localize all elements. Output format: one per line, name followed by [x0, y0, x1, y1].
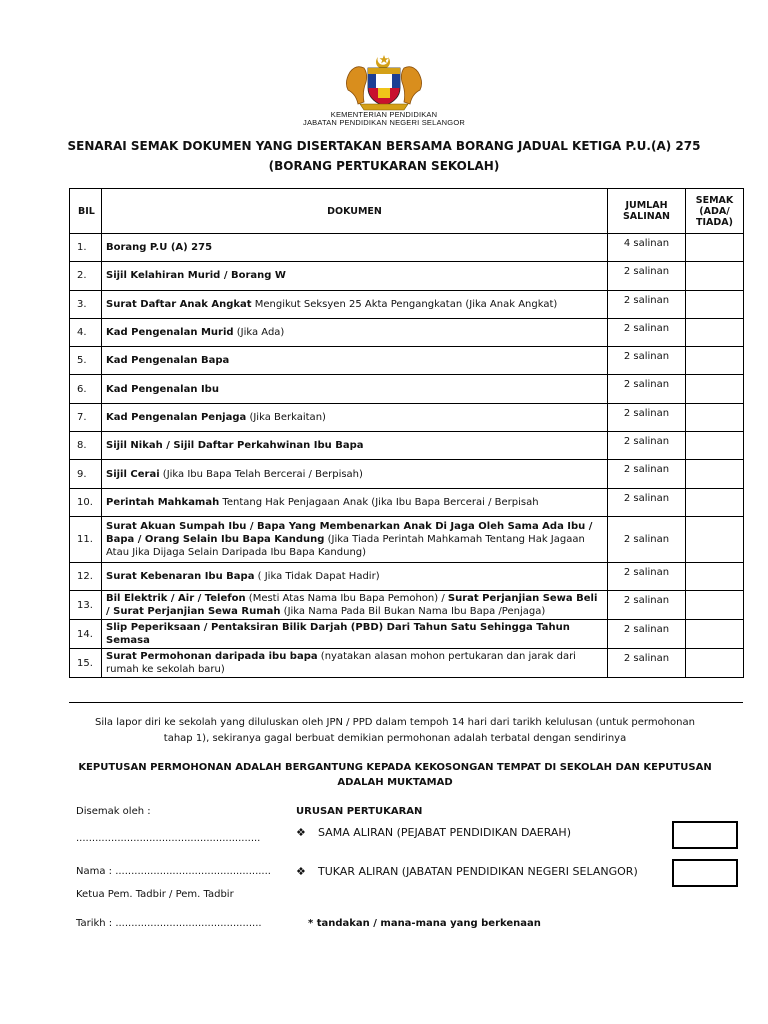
same-stream-checkbox[interactable] — [672, 821, 738, 849]
document-name: Slip Peperiksaan / Pentaksiran Bilik Darjah (PBD) Dari Tahun Satu Sehingga Tahun Semasa — [102, 620, 608, 649]
check-cell[interactable] — [686, 234, 744, 262]
coat-of-arms-logo — [344, 54, 424, 112]
document-name: Kad Pengenalan Bapa — [102, 347, 608, 375]
document-name: Sijil Kelahiran Murid / Borang W — [102, 262, 608, 290]
decision-notice: KEPUTUSAN PERMOHONAN ADALAH BERGANTUNG KEPADA KEKOSONGAN TEMPAT DI SEKOLAH DAN KEPUTUSAN ADALAH MUKTAMAD — [78, 762, 712, 788]
table-row — [70, 234, 744, 262]
page-title: SENARAI SEMAK DOKUMEN YANG DISERTAKAN BERSAMA BORANG JADUAL KETIGA P.U.(A) 275 — [67, 139, 701, 153]
row-number: 4. — [70, 318, 102, 346]
option-change-stream-label: TUKAR ALIRAN (JABATAN PENDIDIKAN NEGERI SELANGOR) — [318, 865, 638, 878]
option-same-stream-label: SAMA ALIRAN (PEJABAT PENDIDIKAN DAERAH) — [318, 826, 571, 839]
check-cell[interactable] — [686, 318, 744, 346]
column-header-bil: BIL — [70, 189, 102, 234]
copy-count: 2 salinan — [608, 620, 686, 649]
copy-count: 2 salinan — [608, 290, 686, 318]
check-cell[interactable] — [686, 403, 744, 431]
copy-count: 2 salinan — [608, 347, 686, 375]
checked-by-label: Disemak oleh : — [76, 806, 151, 817]
row-number: 5. — [70, 347, 102, 375]
check-cell[interactable] — [686, 375, 744, 403]
row-number: 13. — [70, 591, 102, 620]
copy-count: 2 salinan — [608, 318, 686, 346]
copy-count: 2 salinan — [608, 649, 686, 678]
copy-count: 2 salinan — [608, 562, 686, 590]
row-number: 15. — [70, 649, 102, 678]
date-field[interactable]: Tarikh : .............................................. — [76, 918, 262, 929]
section-divider — [69, 702, 743, 703]
table-row — [70, 516, 744, 562]
row-number: 12. — [70, 562, 102, 590]
copy-count: 2 salinan — [608, 403, 686, 431]
check-cell[interactable] — [686, 290, 744, 318]
copy-count: 2 salinan — [608, 516, 686, 562]
document-name: Perintah Mahkamah Tentang Hak Penjagaan Anak (Jika Ibu Bapa Bercerai / Berpisah — [102, 488, 608, 516]
signature-line[interactable]: .......................................................... — [76, 833, 261, 844]
table-row — [70, 262, 744, 290]
row-number: 10. — [70, 488, 102, 516]
copy-count: 2 salinan — [608, 460, 686, 488]
report-notice: Sila lapor diri ke sekolah yang diluluskan oleh JPN / PPD dalam tempoh 14 hari dari tarikh kelulusan (untuk permohonan tahap 1), sekiranya gagal berbuat demikian permohonan adalah terbatal dengan sendirinya — [95, 717, 695, 744]
document-checklist-table — [69, 188, 744, 678]
column-header-semak: SEMAK (ADA/ TIADA) — [686, 189, 744, 234]
check-cell[interactable] — [686, 516, 744, 562]
table-row — [70, 649, 744, 678]
copy-count: 2 salinan — [608, 375, 686, 403]
transfer-type-heading: URUSAN PERTUKARAN — [296, 806, 423, 817]
copy-count: 2 salinan — [608, 488, 686, 516]
row-number: 2. — [70, 262, 102, 290]
ministry-name: KEMENTERIAN PENDIDIKAN — [330, 110, 438, 119]
table-row — [70, 488, 744, 516]
option-same-stream — [296, 826, 571, 839]
document-name: Surat Permohonan daripada ibu bapa (nyatakan alasan mohon pertukaran dan jarak dari rumah ke sekolah baru) — [102, 649, 608, 678]
copy-count: 2 salinan — [608, 591, 686, 620]
row-number: 14. — [70, 620, 102, 649]
column-header-jumlah-salinan: JUMLAH SALINAN — [608, 189, 686, 234]
copy-count: 2 salinan — [608, 432, 686, 460]
check-cell[interactable] — [686, 488, 744, 516]
row-number: 9. — [70, 460, 102, 488]
page-subtitle: (BORANG PERTUKARAN SEKOLAH) — [268, 159, 500, 173]
table-row — [70, 347, 744, 375]
check-cell[interactable] — [686, 347, 744, 375]
document-name: Sijil Cerai (Jika Ibu Bapa Telah Bercerai / Berpisah) — [102, 460, 608, 488]
row-number: 11. — [70, 516, 102, 562]
check-cell[interactable] — [686, 591, 744, 620]
table-row — [70, 460, 744, 488]
table-row — [70, 318, 744, 346]
row-number: 7. — [70, 403, 102, 431]
check-cell[interactable] — [686, 649, 744, 678]
row-number: 3. — [70, 290, 102, 318]
footnote: * tandakan / mana-mana yang berkenaan — [308, 918, 541, 929]
change-stream-checkbox[interactable] — [672, 859, 738, 887]
diamond-bullet-icon: ❖ — [296, 865, 306, 878]
document-name: Surat Daftar Anak Angkat Mengikut Seksyen 25 Akta Pengangkatan (Jika Anak Angkat) — [102, 290, 608, 318]
table-header-row — [70, 189, 744, 234]
table-row — [70, 375, 744, 403]
copy-count: 2 salinan — [608, 262, 686, 290]
document-name: Borang P.U (A) 275 — [102, 234, 608, 262]
table-row — [70, 403, 744, 431]
table-row — [70, 290, 744, 318]
table-row — [70, 432, 744, 460]
document-name: Kad Pengenalan Murid (Jika Ada) — [102, 318, 608, 346]
document-name: Kad Pengenalan Ibu — [102, 375, 608, 403]
department-name: JABATAN PENDIDIKAN NEGERI SELANGOR — [303, 118, 465, 127]
document-name: Bil Elektrik / Air / Telefon (Mesti Atas Nama Ibu Bapa Pemohon) / Surat Perjanjian Sewa Beli / Surat Perjanjian Sewa Rumah (Jika Nama Pada Bil Bukan Nama Ibu Bapa /Penjaga) — [102, 591, 608, 620]
check-cell[interactable] — [686, 562, 744, 590]
check-cell[interactable] — [686, 262, 744, 290]
check-cell[interactable] — [686, 432, 744, 460]
document-name: Surat Kebenaran Ibu Bapa ( Jika Tidak Dapat Hadir) — [102, 562, 608, 590]
document-name: Kad Pengenalan Penjaga (Jika Berkaitan) — [102, 403, 608, 431]
option-change-stream — [296, 865, 638, 878]
name-field[interactable]: Nama : ................................................. — [76, 866, 271, 877]
position-label: Ketua Pem. Tadbir / Pem. Tadbir — [76, 889, 234, 900]
copy-count: 4 salinan — [608, 234, 686, 262]
table-row — [70, 591, 744, 620]
document-name: Surat Akuan Sumpah Ibu / Bapa Yang Membenarkan Anak Di Jaga Oleh Sama Ada Ibu / Bapa / Orang Selain Ibu Bapa Kandung (Jika Tiada Perintah Mahkamah Tentang Hak Jagaan Atau Jika Dijaga Selain Daripada Ibu Bapa Kandung) — [102, 516, 608, 562]
row-number: 6. — [70, 375, 102, 403]
diamond-bullet-icon: ❖ — [296, 826, 306, 839]
table-row — [70, 620, 744, 649]
row-number: 1. — [70, 234, 102, 262]
row-number: 8. — [70, 432, 102, 460]
table-row — [70, 562, 744, 590]
check-cell[interactable] — [686, 620, 744, 649]
column-header-dokumen: DOKUMEN — [102, 189, 608, 234]
document-name: Sijil Nikah / Sijil Daftar Perkahwinan Ibu Bapa — [102, 432, 608, 460]
check-cell[interactable] — [686, 460, 744, 488]
